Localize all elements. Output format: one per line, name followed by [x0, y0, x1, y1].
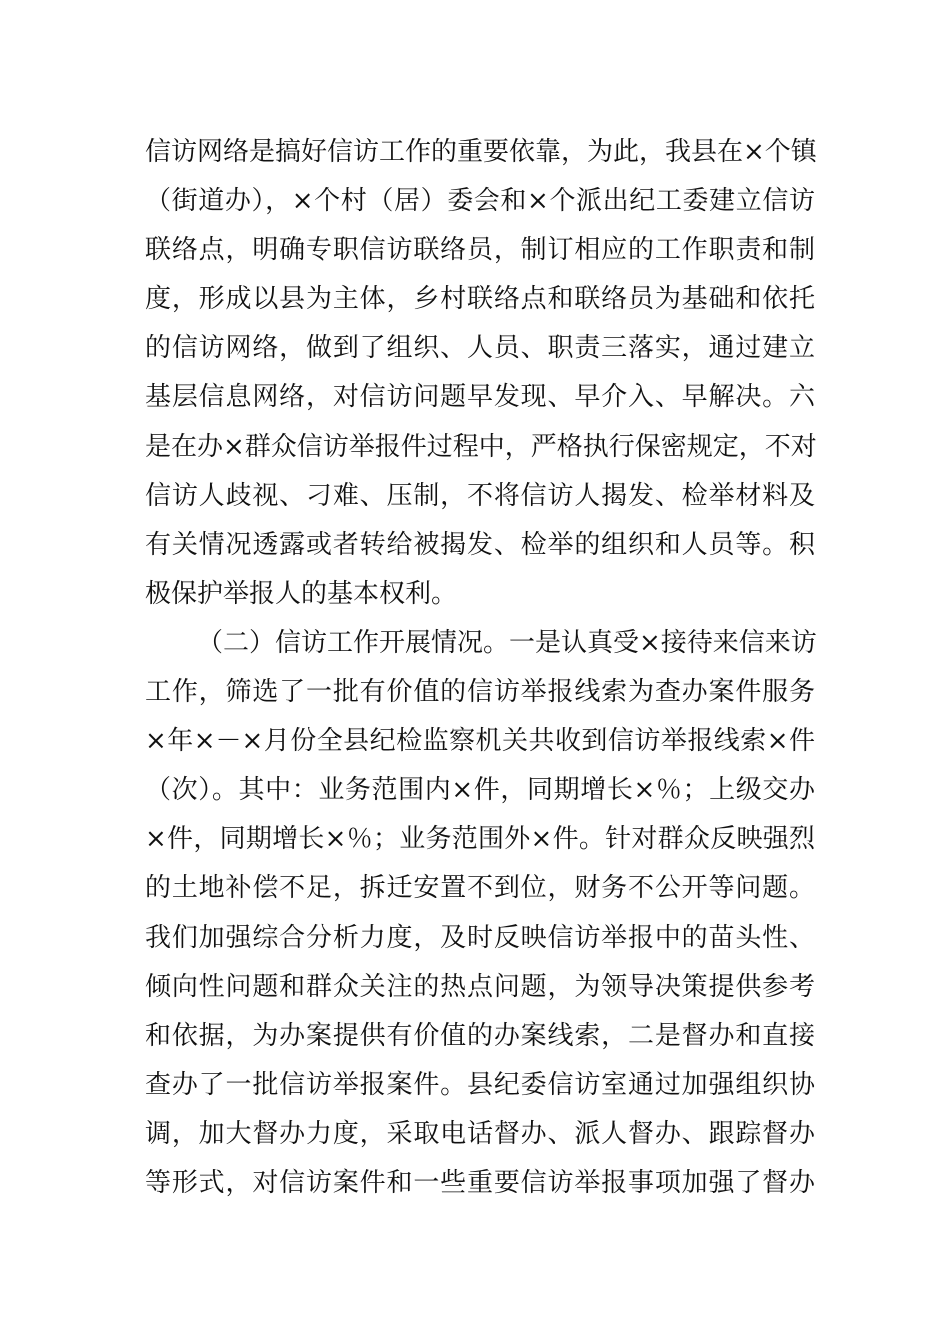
- text-line: 极保护举报人的基本权利。: [145, 578, 458, 609]
- text-line: 的信访网络，做到了组织、人员、职责三落实，通过建立: [145, 333, 815, 364]
- text-line: 的土地补偿不足，拆迁安置不到位，财务不公开等问题。: [145, 873, 815, 904]
- text-line: 基层信息网络，对信访问题早发现、早介入、早解决。六: [145, 382, 815, 413]
- text-line: 是在办×群众信访举报件过程中，严格执行保密规定，不对: [145, 431, 817, 462]
- text-line: 工作，筛选了一批有价值的信访举报线索为查办案件服务: [145, 677, 815, 708]
- text-line: 倾向性问题和群众关注的热点问题，为领导决策提供参考: [145, 971, 815, 1002]
- text-line: 等形式，对信访案件和一些重要信访举报事项加强了督办: [145, 1167, 815, 1198]
- text-line: 有关情况透露或者转给被揭发、检举的组织和人员等。积: [145, 529, 815, 560]
- text-line: 我们加强综合分析力度，及时反映信访举报中的苗头性、: [145, 922, 815, 953]
- body-text: [145, 128, 815, 1208]
- text-line: 联络点，明确专职信访联络员，制订相应的工作职责和制: [145, 235, 815, 266]
- text-line: （二）信访工作开展情况。一是认真受×接待来信来访: [197, 627, 817, 658]
- text-line: 信访网络是搞好信访工作的重要依靠，为此，我县在×个镇: [145, 137, 817, 167]
- text-line: （次）。其中：业务范围内×件，同期增长×％；上级交办: [145, 775, 815, 806]
- text-line: 信访人歧视、刁难、压制，不将信访人揭发、检举材料及: [145, 480, 815, 511]
- text-line: 查办了一批信访举报案件。县纪委信访室通过加强组织协: [145, 1069, 815, 1100]
- text-line: 度，形成以县为主体，乡村联络点和联络员为基础和依托: [145, 284, 815, 315]
- text-line: ×件，同期增长×％；业务范围外×件。针对群众反映强烈: [145, 824, 815, 855]
- text-line: 调，加大督办力度，采取电话督办、派人督办、跟踪督办: [145, 1118, 815, 1149]
- text-line: （街道办），×个村（居）委会和×个派出纪工委建立信访: [145, 186, 815, 217]
- text-line: ×年×－×月份全县纪检监察机关共收到信访举报线索×件: [145, 726, 815, 757]
- text-line: 和依据，为办案提供有价值的办案线索，二是督办和直接: [145, 1020, 815, 1051]
